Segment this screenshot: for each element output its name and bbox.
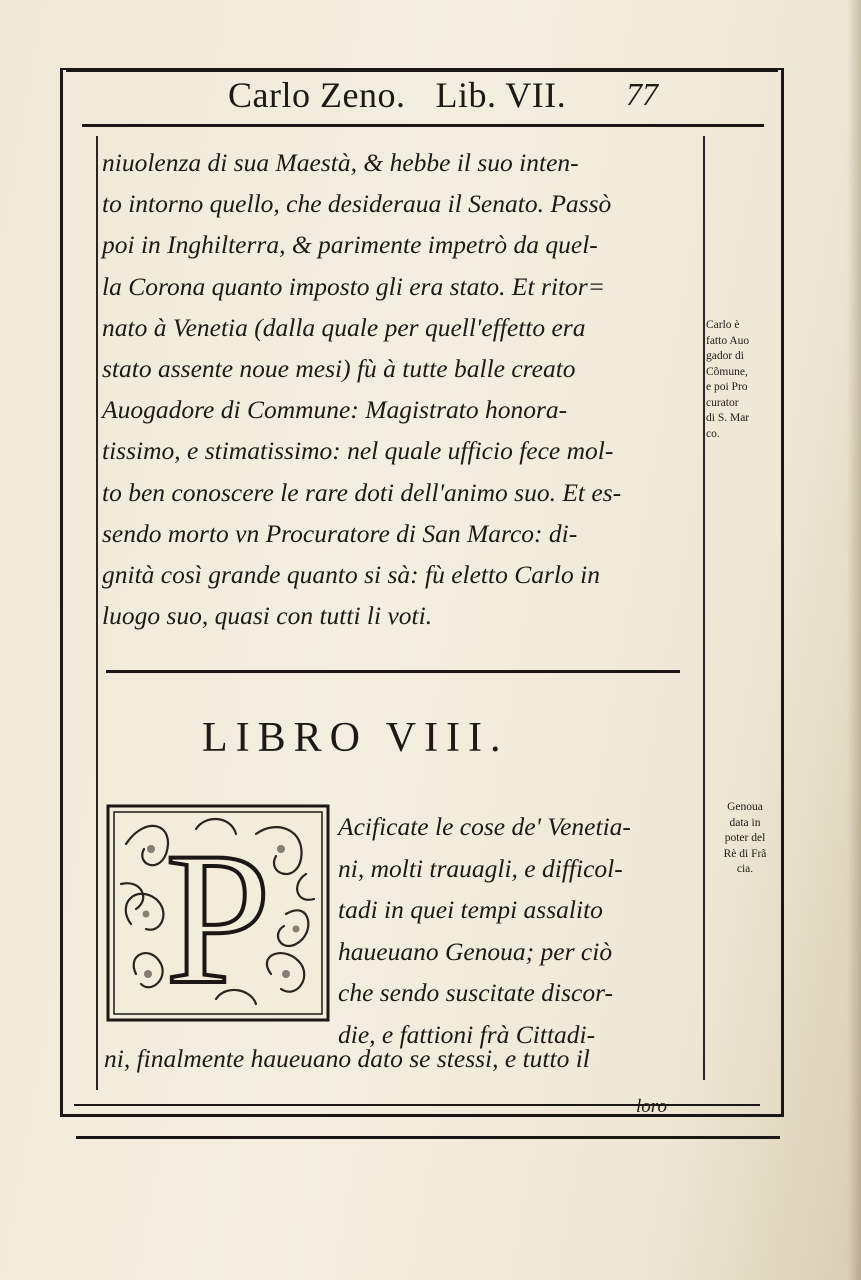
text-line: tadi in quei tempi assalito xyxy=(338,895,603,924)
marginal-line: cia. xyxy=(736,863,754,875)
marginal-line: gador di xyxy=(706,350,745,362)
text-line: Acificate le cose de' Venetia- xyxy=(338,812,631,841)
running-head-book: Lib. VII. xyxy=(435,75,567,115)
marginal-note-genoua xyxy=(710,800,780,878)
text-line: tissimo, e stimatissimo: nel quale ufficio fece mol- xyxy=(102,436,614,466)
main-text-block xyxy=(102,142,702,636)
footer-rule-lower xyxy=(76,1136,780,1139)
marginal-line: poter del xyxy=(724,832,766,844)
marginal-line: Genoua xyxy=(727,801,763,813)
text-line: luogo suo, quasi con tutti li voti. xyxy=(102,601,433,631)
text-line: stato assente noue mesi) fù à tutte balle creato xyxy=(102,353,576,383)
marginal-line: curator xyxy=(706,396,739,409)
text-line: la Corona quanto imposto gli era stato. Et ritor= xyxy=(102,271,605,301)
page-number: 77 xyxy=(626,76,658,112)
text-column-rule-right xyxy=(703,136,705,1080)
marginal-line: Rè di Frã xyxy=(723,847,767,860)
marginal-line: Cõmune, xyxy=(706,365,748,378)
decorated-initial xyxy=(106,804,330,1022)
catchword: loro xyxy=(636,1096,667,1117)
marginal-line: e poi Pro xyxy=(706,381,748,393)
text-column-rule-left xyxy=(96,136,98,1090)
text-line: to intorno quello, che desideraua il Senato. Passò xyxy=(102,189,612,219)
text-line: poi in Inghilterra, & parimente impetrò da quel- xyxy=(102,230,598,260)
text-line: Auogadore di Commune: Magistrato honora- xyxy=(102,395,568,425)
marginal-line: fatto Auo xyxy=(706,334,750,347)
text-line: haueuano Genoua; per ciò xyxy=(338,936,613,966)
text-line: nato à Venetia (dalla quale per quell'effetto era xyxy=(102,312,586,342)
ornament-initial-icon xyxy=(106,804,330,1022)
header-rule-bottom xyxy=(82,124,764,127)
book-heading: LIBRO VIII. xyxy=(202,715,509,761)
text-line: gnità così grande quanto si sà: fù eletto Carlo in xyxy=(102,559,600,589)
running-head xyxy=(228,74,566,116)
text-line: ni, finalmente haueuano dato se stessi, e tutto il xyxy=(104,1044,590,1073)
text-line: to ben conoscere le rare doti dell'animo suo. Et es- xyxy=(102,477,622,507)
text-line: niuolenza di sua Maestà, & hebbe il suo inten- xyxy=(102,148,579,177)
text-line: ni, molti trauagli, e difficol- xyxy=(338,853,623,883)
marginal-line: data in xyxy=(729,816,761,829)
section-text-block xyxy=(338,806,700,1055)
marginal-line: di S. Mar xyxy=(706,412,750,424)
marginal-line: Carlo è xyxy=(706,319,740,331)
initial-letter: P xyxy=(165,814,271,1022)
page-edge-shadow xyxy=(847,0,861,1280)
marginal-note-carlo xyxy=(706,318,778,442)
text-line: che sendo suscitate discor- xyxy=(338,978,613,1007)
section-divider xyxy=(106,670,680,673)
marginal-line: co. xyxy=(706,427,720,440)
text-line: sendo morto vn Procuratore di San Marco: di- xyxy=(102,518,578,548)
running-head-title: Carlo Zeno. xyxy=(228,75,406,115)
text-line: die, e fattioni frà Cittadi- xyxy=(338,1019,596,1049)
header-rule-top xyxy=(66,69,778,72)
